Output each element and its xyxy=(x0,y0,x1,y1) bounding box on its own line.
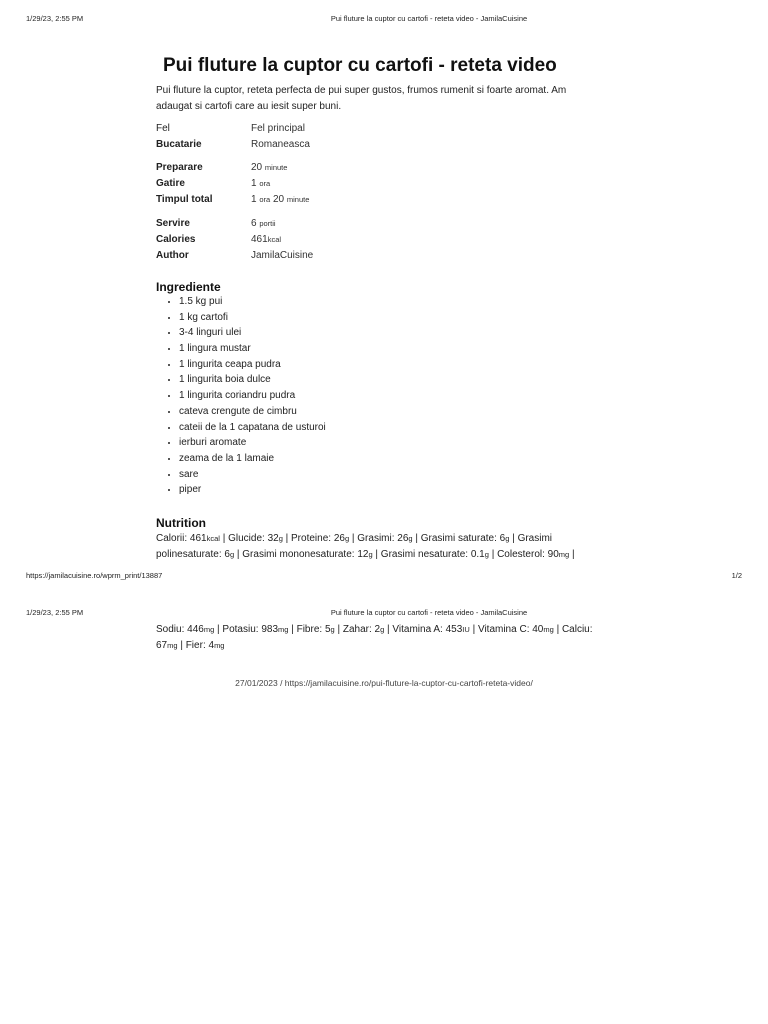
meta-value: Fel principal xyxy=(251,122,305,134)
recipe-title: Pui fluture la cuptor cu cartofi - reteta video xyxy=(163,55,557,76)
nutrition-item: Grasimi: 26g xyxy=(357,533,413,544)
nutrition-item: Vitamina A: 453IU xyxy=(392,624,470,635)
nutrition-item: Grasimi polinesaturate: 6g xyxy=(156,533,553,560)
source-line: 27/01/2023 / https://jamilacuisine.ro/pui-fluture-la-cuptor-cu-cartofi-reteta-video/ xyxy=(235,678,533,688)
nutrition-heading: Nutrition xyxy=(156,516,206,530)
meta-label: Servire xyxy=(156,217,190,229)
meta-label: Fel xyxy=(156,122,170,134)
print-footer-page: 1/2 xyxy=(731,571,742,580)
ingredient-item: • piper xyxy=(179,482,326,498)
meta-value: Romaneasca xyxy=(251,138,310,150)
nutrition-item: Grasimi mononesaturate: 12g xyxy=(242,549,373,560)
meta-value: 1 ora 20 minute xyxy=(251,194,310,206)
nutrition-item: Fier: 4mg xyxy=(185,640,225,651)
nutrition-item: Proteine: 26g xyxy=(291,533,350,544)
recipe-summary: Pui fluture la cuptor, reteta perfecta de pui super gustos, frumos rumenit si foarte aromat. Am adaugat si cartofi care au iesit super buni. xyxy=(156,85,567,112)
meta-label: Gatire xyxy=(156,177,185,189)
ingredient-item: • 1 lingurita boia dulce xyxy=(179,372,326,388)
print-datetime: 1/29/23, 2:55 PM xyxy=(26,14,84,23)
meta-row-fel xyxy=(156,120,310,136)
ingredient-item: • sare xyxy=(179,467,326,483)
ingredient-item: • 3-4 linguri ulei xyxy=(179,325,326,341)
meta-value: 6 portii xyxy=(251,217,276,229)
ingredient-item: • 1 lingurita coriandru pudra xyxy=(179,388,326,404)
nutrition-item: Potasiu: 983mg xyxy=(222,624,289,635)
ingredient-item: • cateii de la 1 capatana de usturoi xyxy=(179,420,326,436)
recipe-meta-servings xyxy=(156,215,313,264)
recipe-meta-times xyxy=(156,159,309,208)
ingredient-item: • 1 kg cartofi xyxy=(179,310,326,326)
nutrition-item: Fibre: 5g xyxy=(296,624,335,635)
meta-value: 20 minute xyxy=(251,161,288,173)
meta-row-calories xyxy=(156,231,313,247)
print-page-title: Pui fluture la cuptor cu cartofi - reteta video - JamilaCuisine xyxy=(330,14,528,23)
ingredient-item: • cateva crengute de cimbru xyxy=(179,404,326,420)
ingredients-heading: Ingrediente xyxy=(156,280,221,294)
meta-row-bucatarie xyxy=(156,136,310,152)
ingredient-item: • 1 lingurita ceapa pudra xyxy=(179,357,326,373)
meta-label: Preparare xyxy=(156,161,203,173)
nutrition-item: Grasimi nesaturate: 0.1g xyxy=(380,549,489,560)
meta-value: 1 ora xyxy=(251,177,271,189)
meta-label: Calories xyxy=(156,233,196,245)
ingredient-item: • ierburi aromate xyxy=(179,435,326,451)
print-datetime: 1/29/23, 2:55 PM xyxy=(26,608,84,617)
meta-row-preparare xyxy=(156,159,309,175)
print-footer-url: https://jamilacuisine.ro/wprm_print/13887 xyxy=(26,571,163,580)
recipe-meta-course xyxy=(156,120,310,153)
nutrition-item: Calorii: 461kcal xyxy=(156,533,220,544)
meta-label: Author xyxy=(156,250,189,262)
nutrition-item: Vitamina C: 40mg xyxy=(477,624,554,635)
nutrition-text-page1: Calorii: 461kcal | Glucide: 32g | Proteine: 26g | Grasimi: 26g | Grasimi saturate: 6g | Grasimi polinesaturate: 6g | Grasimi mononesaturate: 12g | Grasimi nesaturate: 0.1g | Colesterol: 90mg | xyxy=(156,533,575,560)
nutrition-item: Sodiu: 446mg xyxy=(156,624,215,635)
meta-label: Bucatarie xyxy=(156,138,202,150)
meta-row-servire xyxy=(156,215,313,231)
ingredients-list xyxy=(156,294,326,498)
recipe-header xyxy=(156,54,596,114)
meta-value: JamilaCuisine xyxy=(251,250,314,262)
ingredient-item: • 1.5 kg pui xyxy=(179,294,326,310)
nutrition-item: Calciu: 67mg xyxy=(156,624,593,651)
meta-row-author xyxy=(156,248,313,264)
ingredient-item: • 1 lingura mustar xyxy=(179,341,326,357)
ingredient-item: • zeama de la 1 lamaie xyxy=(179,451,326,467)
meta-value: 461kcal xyxy=(251,233,282,245)
nutrition-item: Glucide: 32g xyxy=(228,533,283,544)
meta-label: Timpul total xyxy=(156,194,213,206)
print-page-title: Pui fluture la cuptor cu cartofi - reteta video - JamilaCuisine xyxy=(330,608,528,617)
nutrition-item: Colesterol: 90mg xyxy=(497,549,570,560)
nutrition-text-page2: Sodiu: 446mg | Potasiu: 983mg | Fibre: 5g | Zahar: 2g | Vitamina A: 453IU | Vitamina C: 40mg | Calciu: 67mg | Fier: 4mg xyxy=(156,624,593,651)
meta-row-timpul-total xyxy=(156,192,309,208)
nutrition-item: Zahar: 2g xyxy=(342,624,385,635)
meta-row-gatire xyxy=(156,175,309,191)
nutrition-item: Grasimi saturate: 6g xyxy=(420,533,510,544)
